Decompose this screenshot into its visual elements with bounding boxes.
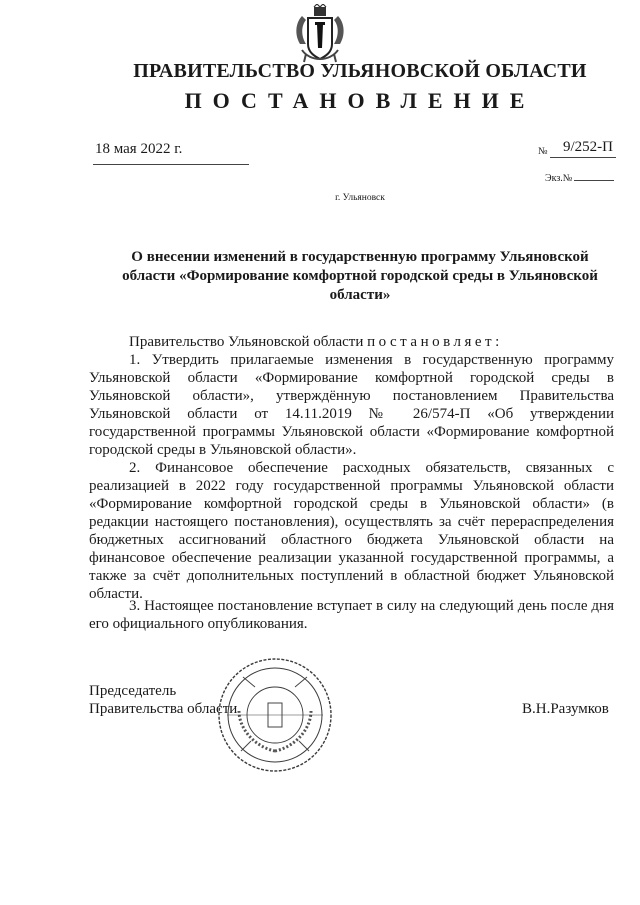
ulyanovsk-coat-of-arms-icon (292, 4, 348, 68)
paragraph-2: 2. Финансовое обеспечение расходных обязательств, связанных с реализацией в 2022 году государственной программы Ульяновской области «Формирование комфортной городской среды в Ульяновской области» (в редакции настоящего постановления), осуществлять за счёт перераспределения бюджетных ассигнований областного бюджета Ульяновской области на финансовое обеспечение реализации указанной государственной программы, а также за счёт дополнительных поступлений в областной бюджет Ульяновской области. (89, 460, 614, 602)
date-underline (93, 164, 249, 165)
official-seal-icon (215, 655, 335, 775)
preamble-start: Правительство Ульяновской области (129, 334, 364, 350)
signer-title-line-1: Председатель (89, 683, 177, 699)
preamble (89, 333, 614, 351)
signer-name: В.Н.Разумков (522, 701, 609, 717)
copy-number-underline (574, 180, 614, 181)
document-subject: О внесении изменений в государственную программу Ульяновской области «Формирование комфортной городской среды в Ульяновской области» (122, 249, 598, 303)
document-date: 18 мая 2022 г. (95, 141, 183, 157)
government-title: ПРАВИТЕЛЬСТВО УЛЬЯНОВСКОЙ ОБЛАСТИ (133, 60, 587, 82)
number-underline (550, 157, 616, 158)
paragraph-3: 3. Настоящее постановление вступает в силу на следующий день после дня его официального опубликования. (89, 598, 614, 632)
copy-number-label: Экз.№ (545, 173, 573, 184)
city: г. Ульяновск (335, 193, 385, 203)
paragraph-1: 1. Утвердить прилагаемые изменения в государственную программу Ульяновской области «Формирование комфортной городской среды в Ульяновской области», утверждённую постановлением Правительства Ульяновской области от 14.11.2019 № 26/574-П «Об утверждении государственной программы Ульяновской области «Формирование комфортной городской среды в Ульяновской области». (89, 352, 614, 458)
preamble-verb: постановляет: (367, 334, 503, 350)
signer-title-line-2: Правительства области (89, 701, 238, 717)
document-number: 9/252-П (563, 139, 613, 155)
document-type: ПОСТАНОВЛЕНИЕ (184, 88, 536, 113)
number-label: № (538, 146, 548, 157)
